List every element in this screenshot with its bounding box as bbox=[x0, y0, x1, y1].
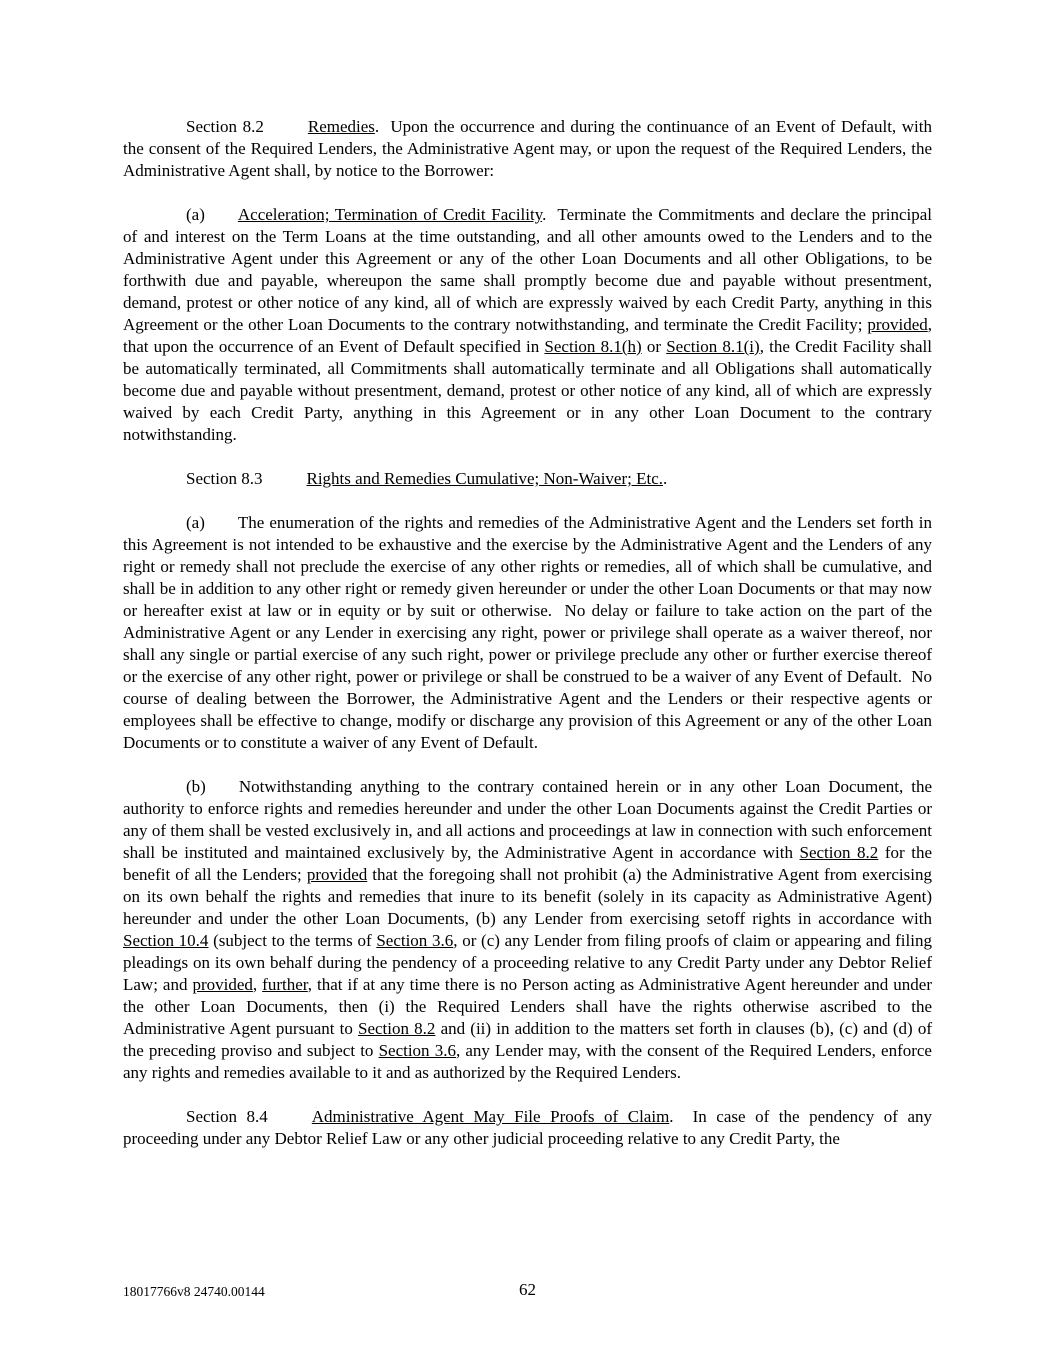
underlined-text-run: Administrative Agent May File Proofs of Claim bbox=[311, 1107, 670, 1126]
paragraph-section-8-2-remedies bbox=[123, 116, 932, 182]
paragraph-8-3-b bbox=[123, 776, 932, 1084]
text-run: , bbox=[252, 975, 263, 994]
underlined-text-run: provided bbox=[192, 975, 253, 994]
paragraph-section-8-4 bbox=[123, 1106, 932, 1150]
underlined-text-run: provided bbox=[306, 865, 368, 884]
text-run: Section 8.2 bbox=[186, 117, 264, 136]
text-run: (b) bbox=[186, 777, 206, 796]
underlined-text-run: provided bbox=[867, 315, 928, 334]
page-footer bbox=[0, 1280, 1055, 1310]
text-run: . Terminate the Commitments and declare the principal of and interest on the Term Loans at the time outstanding, and all other amounts owed to the Lenders and to the Administrative Agent under this Agreement or any of the other Loan Documents and all other Obligations, to be forthwith due and payable, whereupon the same shall promptly become due and payable without presentment, demand, protest or other notice of any kind, all of which are expressly waived by each Credit Party, anything in this Agreement or the other Loan Documents to the contrary notwithstanding, and terminate the Credit Facility; bbox=[123, 205, 932, 334]
underlined-text-run: Rights and Remedies Cumulative; Non-Waiver; Etc. bbox=[306, 469, 664, 488]
text-run: (subject to the terms of bbox=[208, 931, 377, 950]
text-run: . In case of the pendency of any proceeding under any Debtor Relief Law or any other judicial proceeding relative to any Credit Party, the bbox=[123, 1107, 932, 1148]
underlined-text-run: Remedies bbox=[307, 117, 375, 136]
text-run: , that if at any time there is no Person acting as Administrative Agent hereunder and under the other Loan Documents, then (i) the Required Lenders shall have the rights otherwise ascribed to the Administrative Agent pursuant to bbox=[123, 975, 932, 1038]
underlined-text-run: Section 8.1(i) bbox=[666, 337, 760, 356]
text-run: Section 8.3 bbox=[186, 469, 263, 488]
underlined-text-run: Section 8.2 bbox=[799, 843, 879, 862]
text-run: . Upon the occurrence and during the continuance of an Event of Default, with the consent of the Required Lenders, the Administrative Agent may, or upon the request of the Required Lenders, the Administrative Agent shall, by notice to the Borrower: bbox=[123, 117, 933, 180]
underlined-text-run: Section 10.4 bbox=[123, 931, 209, 950]
text-run: Section 8.4 bbox=[186, 1107, 268, 1126]
text-run: and (ii) in addition to the matters set forth in clauses (b), (c) and (d) of the preceding proviso and subject to bbox=[123, 1019, 932, 1060]
underlined-text-run: Section 8.1(h) bbox=[544, 337, 642, 356]
text-run: . bbox=[663, 469, 668, 488]
text-run: or bbox=[641, 337, 667, 356]
text-run: that the foregoing shall not prohibit (a) the Administrative Agent from exercising on its own behalf the rights and remedies that inure to its benefit (solely in its capacity as Administrative Agent) hereunder and under the other Loan Documents, (b) any Lender from exercising setoff rights in accordance with bbox=[123, 865, 932, 928]
underlined-text-run: Section 3.6 bbox=[376, 931, 454, 950]
paragraph-8-2-a-acceleration bbox=[123, 204, 932, 446]
underlined-text-run: Section 8.2 bbox=[358, 1019, 436, 1038]
underlined-text-run: Acceleration; Termination of Credit Facility bbox=[237, 205, 543, 224]
text-run: (a) bbox=[186, 205, 205, 224]
text-run: The enumeration of the rights and remedies of the Administrative Agent and the Lenders set forth in this Agreement is not intended to be exhaustive and the exercise by the Administrative Agent and the Lenders of any right or remedy shall not preclude the exercise of any other rights or remedies, all of which shall be cumulative, and shall be in addition to any other right or remedy given hereunder or under the other Loan Documents or that may now or hereafter exist at law or in equity or by suit or otherwise. No delay or failure to take action on the part of the Administrative Agent or any Lender in exercising any right, power or privilege shall operate as a waiver thereof, nor shall any single or partial exercise of any such right, power or privilege preclude any other or further exercise thereof or the exercise of any other right, power or privilege or shall be construed to be a waiver of any Event of Default. No course of dealing between the Borrower, the Administrative Agent and the Lenders or their respective agents or employees shall be effective to change, modify or discharge any provision of this Agreement or any of the other Loan Documents or to constitute a waiver of any Event of Default. bbox=[123, 513, 932, 752]
text-run: , any Lender may, with the consent of the Required Lenders, enforce any rights and remedies available to it and as authorized by the Required Lenders. bbox=[123, 1041, 932, 1082]
underlined-text-run: further bbox=[262, 975, 308, 994]
document-body bbox=[123, 116, 932, 1172]
footer-page-number: 62 bbox=[519, 1280, 536, 1299]
text-run: (a) bbox=[186, 513, 205, 532]
text-run: , that upon the occurrence of an Event of Default specified in bbox=[123, 315, 932, 356]
text-run: , or (c) any Lender from filing proofs of claim or appearing and filing pleadings on its own behalf during the pendency of a proceeding relative to any Credit Party under any Debtor Relief Law; and bbox=[123, 931, 932, 994]
text-run: for the benefit of all the Lenders; bbox=[123, 843, 933, 884]
text-run: , the Credit Facility shall be automatically terminated, all Commitments shall automatically terminate and all Obligations shall automatically become due and payable without presentment, demand, protest or other notice of any kind, all of which are expressly waived by each Credit Party, anything in this Agreement or in any other Loan Document to the contrary notwithstanding. bbox=[123, 337, 932, 444]
text-run: Notwithstanding anything to the contrary contained herein or in any other Loan Document, the authority to enforce rights and remedies hereunder and under the other Loan Documents against the Credit Parties or any of them shall be vested exclusively in, and all actions and proceedings at law in connection with such enforcement shall be instituted and maintained exclusively by, the Administrative Agent in accordance with bbox=[123, 777, 932, 862]
paragraph-section-8-3-heading bbox=[123, 468, 932, 490]
underlined-text-run: Section 3.6 bbox=[378, 1041, 456, 1060]
footer-doc-id: 18017766v8 24740.00144 bbox=[123, 1284, 265, 1299]
paragraph-8-3-a bbox=[123, 512, 932, 754]
